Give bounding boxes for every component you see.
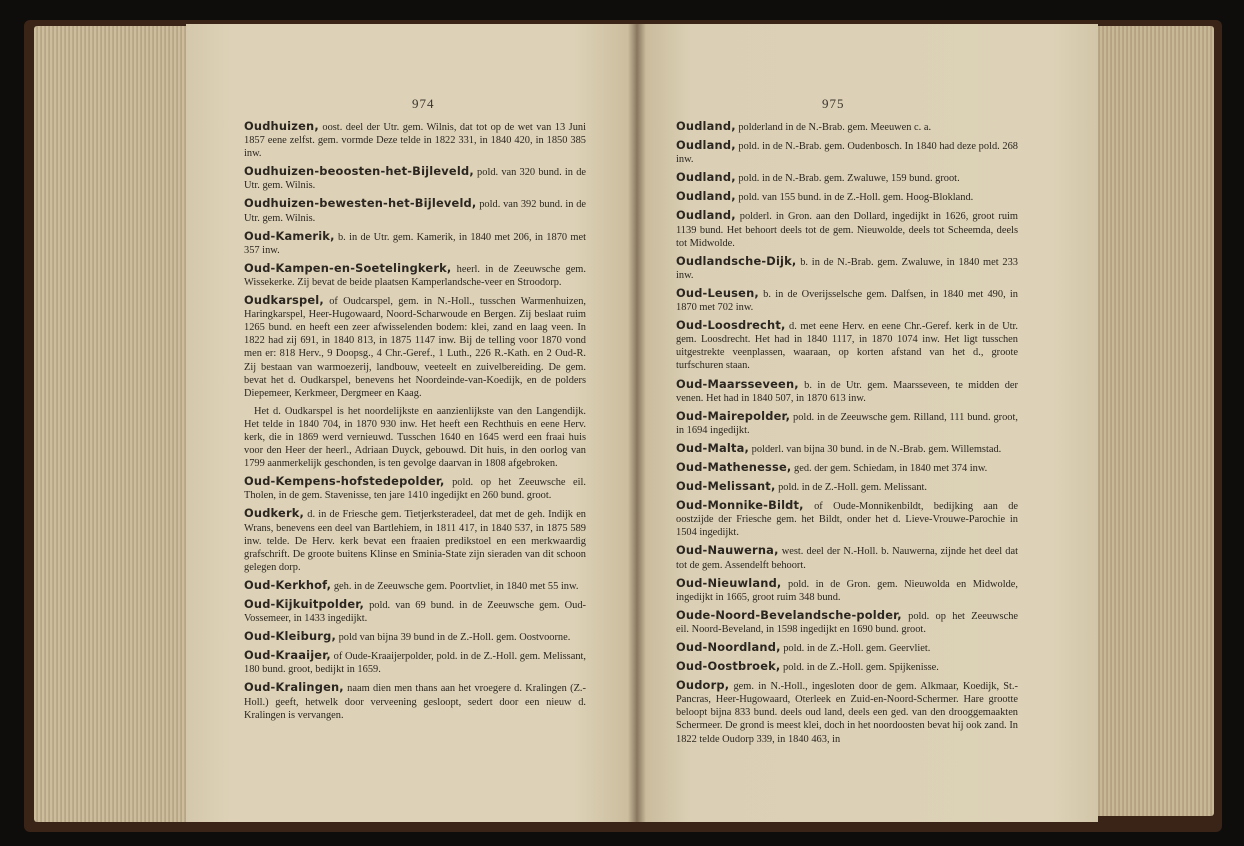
entry-headword: Oude-Noord-Bevelandsche-polder, — [676, 607, 902, 622]
entry-headword: Oudland, — [676, 119, 736, 133]
entry-headword: Oud-Oostbroek, — [676, 659, 781, 674]
entry-body: pold. in de Z.-Holl. gem. Geervliet. — [780, 643, 931, 654]
entry-body: pold. op het Zeeuwsche eil. Tholen, in de gem. Stavenisse, ten jare 1410 ingedijkt en 260 bund. groot. — [244, 477, 586, 502]
entry-headword: Oud-Noordland, — [676, 640, 781, 654]
entry-body: pold. op het Zeeuwsche eil. Noord-Beveland, in 1598 ingedijkt en 1690 bund. groot. — [676, 610, 1018, 635]
dictionary-entry — [244, 579, 586, 593]
entry-body: pold. van 155 bund. in de Z.-Holl. gem. Hoog-Blokland. — [735, 192, 974, 204]
dictionary-entry — [676, 641, 1018, 655]
entry-body: b. in de Utr. gem. Maarsseveen, te midden der venen. Het had in 1840 507, in 1870 613 inw. — [676, 379, 1018, 404]
dictionary-entry — [676, 442, 1018, 456]
page-number: 974 — [412, 96, 435, 111]
entry-headword: Oud-Kamerik, — [244, 228, 335, 243]
entry-headword: Oud-Monnike-Bildt, — [676, 498, 804, 513]
entry-headword: Oudkerk, — [244, 506, 305, 521]
entry-headword: Oud-Kleiburg, — [244, 629, 336, 644]
dictionary-entry — [244, 405, 586, 470]
dictionary-entry — [676, 378, 1018, 405]
dictionary-entry — [676, 319, 1018, 372]
entry-headword: Oud-Nauwerna, — [676, 543, 779, 558]
entry-body: pold. in de Z.-Holl. gem. Melissant. — [775, 482, 927, 494]
dictionary-entry — [676, 255, 1018, 282]
dictionary-entry — [244, 197, 586, 224]
entry-body: ged. der gem. Schiedam, in 1840 met 374 inw. — [791, 462, 988, 474]
entry-headword: Oud-Loosdrecht, — [676, 318, 786, 333]
entry-body: b. in de N.-Brab. gem. Zwaluwe, in 1840 met 233 inw. — [676, 256, 1018, 281]
dictionary-entry — [244, 681, 586, 721]
entry-headword: Oudorp, — [676, 678, 730, 693]
right-page — [636, 24, 1098, 822]
entry-headword: Oudland, — [676, 170, 736, 185]
entry-headword: Oudlandsche-Dijk, — [676, 253, 797, 268]
entry-headword: Oud-Nieuwland, — [676, 575, 782, 590]
dictionary-entry — [676, 190, 1018, 204]
dictionary-entry — [676, 139, 1018, 166]
entry-body: d. met eene Herv. en eene Chr.-Geref. kerk in de Utr. gem. Loosdrecht. Het had in 1840 1117, in 1870 1074 inw. Het ligt tusschen uitgestrekte veenplassen, waaraan, op korten afstand van het d., groote turfschuren staan. — [676, 321, 1018, 372]
dictionary-entry — [244, 294, 586, 400]
entry-body: pold. van 69 bund. in de Zeeuwsche gem. Oud-Vossemeer, in 1433 ingedijkt. — [244, 600, 586, 625]
entry-body: of Oude-Kraaijerpolder, pold. in de Z.-Holl. gem. Melissant, 180 bund. groot, bedijkt in 1659. — [244, 651, 586, 676]
entry-headword: Oudland, — [676, 208, 736, 223]
page-number: 975 — [822, 96, 845, 111]
entry-body: polderland in de N.-Brab. gem. Meeuwen c. a. — [735, 122, 932, 133]
book-gutter — [628, 24, 646, 822]
page-edges-left — [34, 26, 188, 822]
left-page — [186, 24, 636, 822]
dictionary-entry — [244, 649, 586, 676]
entry-body: pold. in de Z.-Holl. gem. Spijkenisse. — [780, 662, 939, 674]
dictionary-entry — [244, 165, 586, 192]
entry-headword: Oudhuizen-bewesten-het-Bijleveld, — [244, 196, 477, 211]
dictionary-entry — [244, 507, 586, 573]
entry-body: pold. in de Gron. gem. Nieuwolda en Midwolde, ingedijkt in 1665, groot ruim 348 bund. — [676, 578, 1018, 603]
entry-headword: Oud-Leusen, — [676, 285, 759, 300]
entry-headword: Oud-Kijkuitpolder, — [244, 597, 364, 611]
dictionary-entry — [676, 410, 1018, 437]
dictionary-entry — [676, 461, 1018, 475]
right-page-text — [676, 120, 1018, 751]
dictionary-entry — [676, 679, 1018, 745]
entry-body: geh. in de Zeeuwsche gem. Poortvliet, in 1840 met 55 inw. — [331, 580, 579, 592]
entry-body: b. in de Utr. gem. Kamerik, in 1840 met 206, in 1870 met 357 inw. — [244, 231, 586, 256]
entry-body: pold. in de N.-Brab. gem. Zwaluwe, 159 bund. groot. — [735, 173, 960, 185]
entry-body: pold. van 392 bund. in de Utr. gem. Wilnis. — [244, 199, 586, 224]
dictionary-entry — [676, 120, 1018, 134]
entry-body: d. in de Friesche gem. Tietjerksteradeel, dat met de geh. Indijk en Wrans, benevens een deel van Bartlehiem, in 1811 417, in 1840 537, in 1875 589 inw. telde. De Herv. kerk bevat een fraaien predikstoel en een merkwaardig grafschrift. De groote buitens Klinse en Sminia-State zijn sieraden van dit schoon gelegen dorp. — [244, 509, 586, 573]
entry-body: heerl. in de Zeeuwsche gem. Wissekerke. Zij bevat de beide plaatsen Kamperlandsche-veer en Stroodorp. — [244, 263, 586, 288]
entry-body: Het d. Oudkarspel is het noordelijkste en aanzienlijkste van den Langendijk. Het telde in 1840 704, in 1870 930 inw. Het heeft een Rechthuis en eene Herv. kerk, die in 1869 werd vernieuwd. Tusschen 1640 en 1645 werd een fraai huis voor den Heer der heerl., Adriaan Duyck, gebouwd. Dit huis, in den oorlog van 1799 aanmerkelijk geschonden, is ten gevolge daarvan in 1808 afgebroken. — [244, 405, 586, 470]
entry-headword: Oud-Kempens-hofstedepolder, — [244, 474, 445, 489]
entry-body: west. deel der N.-Holl. b. Nauwerna, zijnde het deel dat tot de gem. Assendelft behoort. — [676, 546, 1018, 571]
entry-body: b. in de Overijsselsche gem. Dalfsen, in 1840 met 490, in 1870 met 702 inw. — [676, 288, 1018, 314]
entry-headword: Oudkarspel, — [244, 293, 324, 308]
dictionary-entry — [676, 544, 1018, 571]
left-page-text — [244, 120, 586, 727]
dictionary-entry — [676, 499, 1018, 539]
entry-body: polderl. in Gron. aan den Dollard, ingedijkt in 1626, groot ruim 1139 bund. Het behoort deels tot de gem. Nieuwolde, deels tot Scheemda, deels tot Midwolde. — [676, 211, 1018, 249]
dictionary-entry — [676, 577, 1018, 604]
entry-body: of Oude-Monnikenbildt, bedijking aan de oostzijde der Friesche gem. het Bildt, onder het d. Lieve-Vrouwe-Parochie in 1504 ingedijkt. — [676, 501, 1018, 539]
entry-body: gem. in N.-Holl., ingesloten door de gem. Alkmaar, Koedijk, St.-Pancras, Heer-Hugowaard, Oterleek en Zuid-en-Noord-Schermer. Hare grootte beloopt bijna 833 bund. deels oud land, deels een ged. van den drooggemaakten Schermeer. De grond is meest klei, doch in het noordoosten bevat hij ook zand. In 1822 telde Oudorp 339, in 1840 463, in — [676, 681, 1018, 745]
entry-body: polderl. van bijna 30 bund. in de N.-Brab. gem. Willemstad. — [749, 443, 1002, 455]
page-edges-right — [1096, 26, 1214, 816]
entry-body: pold. van 320 bund. in de Utr. gem. Wilnis. — [244, 167, 586, 192]
dictionary-entry — [244, 630, 586, 644]
entry-headword: Oud-Kerkhof, — [244, 577, 332, 592]
entry-body: pold. in de N.-Brab. gem. Oudenbosch. In 1840 had deze pold. 268 inw. — [676, 141, 1018, 166]
dictionary-entry — [676, 287, 1018, 314]
dictionary-entry — [676, 171, 1018, 185]
dictionary-entry — [676, 209, 1018, 249]
entry-body: pold. in de Zeeuwsche gem. Rilland, 111 bund. groot, in 1694 ingedijkt. — [676, 411, 1018, 436]
dictionary-entry — [244, 262, 586, 289]
entry-body: oost. deel der Utr. gem. Wilnis, dat tot op de wet van 13 Juni 1857 eene zelfst. gem. vormde Deze telde in 1822 331, in 1840 420, in 1850 385 inw. — [244, 122, 586, 160]
entry-headword: Oudland, — [676, 138, 736, 153]
entry-headword: Oud-Malta, — [676, 440, 750, 455]
entry-headword: Oud-Mairepolder, — [676, 408, 791, 423]
dictionary-entry — [244, 475, 586, 502]
dictionary-entry — [244, 230, 586, 257]
entry-headword: Oud-Melissant, — [676, 479, 776, 494]
entry-headword: Oud-Mathenesse, — [676, 459, 792, 474]
dictionary-entry — [676, 480, 1018, 494]
dictionary-entry — [676, 660, 1018, 674]
entry-body: naam dien men thans aan het vroegere d. Kralingen (Z.-Holl.) geeft, hetwelk door verveening gesloopt, sedert door een nieuw d. Kralingen is vervangen. — [244, 683, 586, 721]
dictionary-entry — [244, 598, 586, 625]
entry-headword: Oudhuizen, — [244, 119, 319, 133]
entry-body: pold van bijna 39 bund in de Z.-Holl. gem. Oostvoorne. — [336, 632, 571, 644]
entry-headword: Oud-Kraaijer, — [244, 648, 331, 663]
entry-headword: Oudland, — [676, 189, 736, 204]
entry-headword: Oudhuizen-beoosten-het-Bijleveld, — [244, 164, 474, 179]
entry-body: of Oudcarspel, gem. in N.-Holl., tusschen Warmenhuizen, Haringkarspel, Heer-Hugowaard, Noord-Scharwoude en Bergen. Zij beslaat ruim 1265 bund. en heeft een zeer afwisselenden bodem: klei, zand en laag veen. In 1822 had zij 691, in 1840 813, in 1875 1147 inw. Bij de telling voor 1870 vond men er: 818 Herv., 9 Doopsg., 4 Chr.-Geref., 1 Luth., 226 R.-Kath. en 2 Oud-R. Zij bestaan van warmoezerij, landbouw, veeteelt en zuivelbereiding. De gem. bevat het d. Oudkarspel, benevens het Noordeinde-van-Koedijk, en de polders Diepemeer, Kerkmeer, Dergmeer en Kaag. — [244, 296, 586, 399]
dictionary-entry — [244, 120, 586, 160]
dictionary-entry — [676, 609, 1018, 636]
entry-headword: Oud-Kampen-en-Soetelingkerk, — [244, 260, 452, 275]
entry-headword: Oud-Kralingen, — [244, 680, 344, 695]
entry-headword: Oud-Maarsseveen, — [676, 376, 799, 391]
